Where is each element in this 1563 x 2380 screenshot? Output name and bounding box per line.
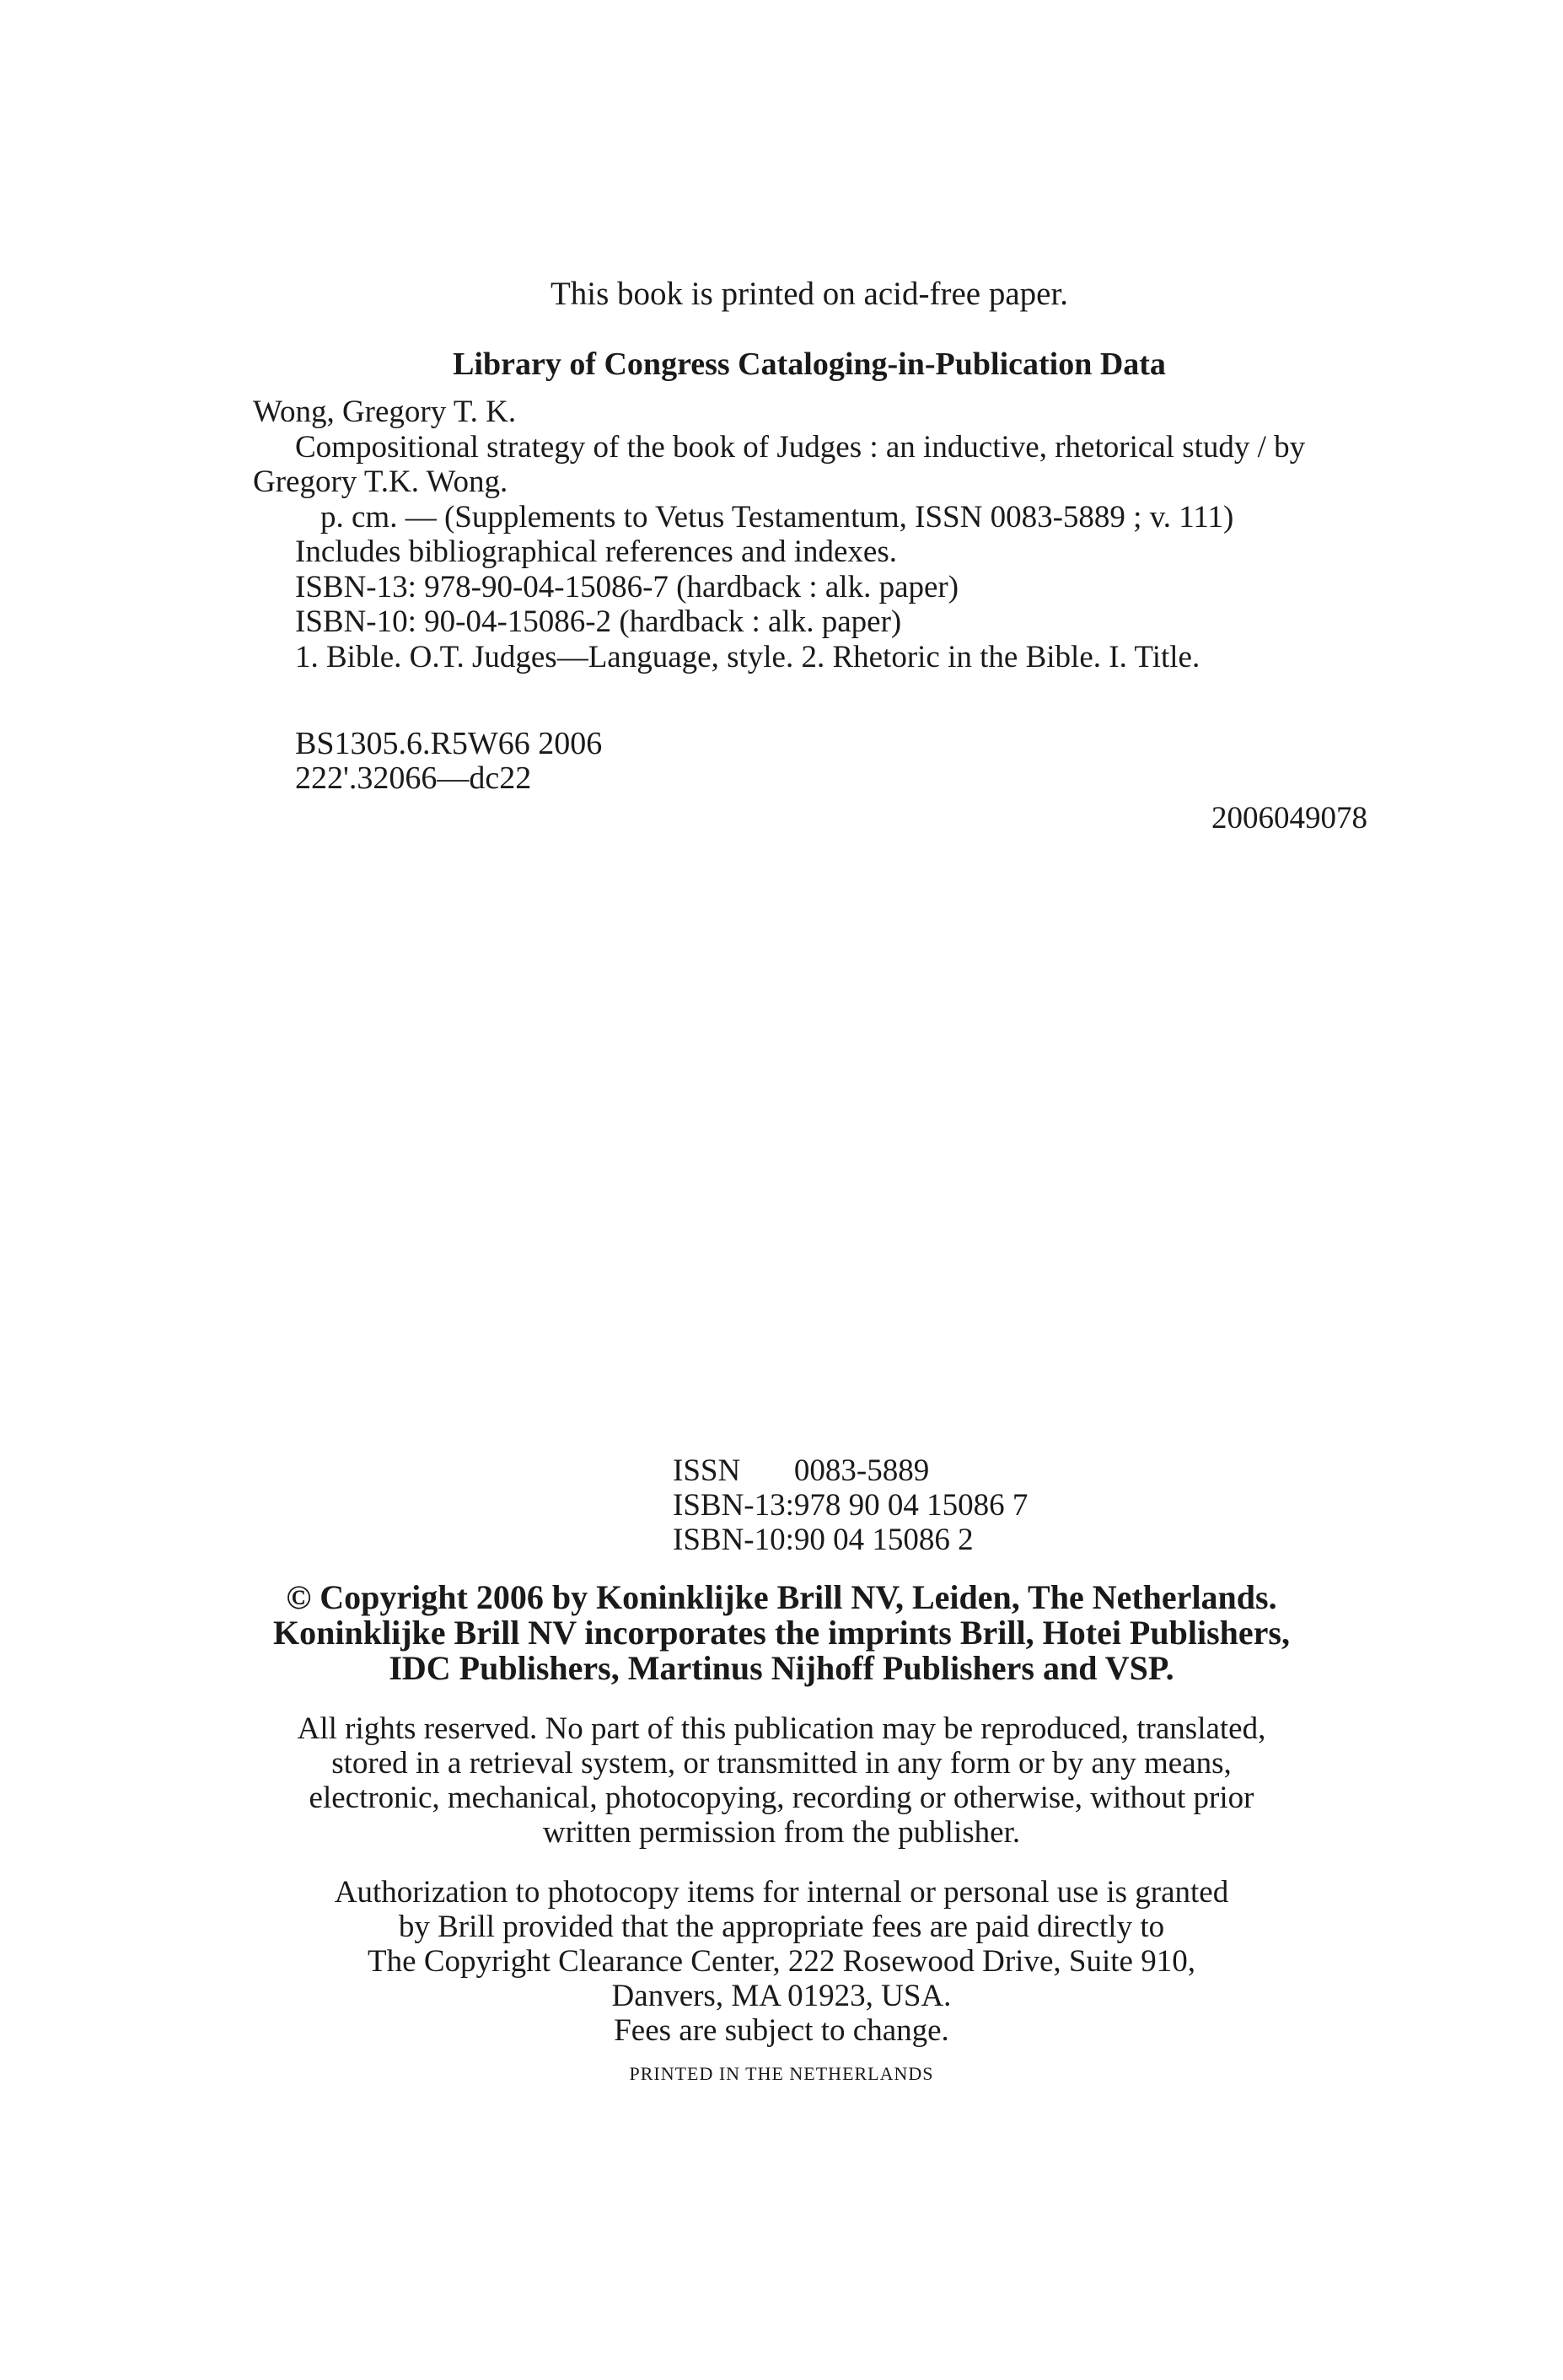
cip-heading: Library of Congress Cataloging-in-Publication Data [453, 347, 1166, 382]
cip-lccn: 2006049078 [1211, 801, 1367, 835]
copyright-line-2: Koninklijke Brill NV incorporates the imprints Brill, Hotei Publishers, [273, 1614, 1290, 1652]
authorization-line-3: The Copyright Clearance Center, 222 Rosewood Drive, Suite 910, [368, 1944, 1195, 1979]
cip-record [253, 395, 1366, 674]
identifier-row [673, 1488, 1028, 1523]
cip-title-line-2: Gregory T.K. Wong. [253, 465, 508, 499]
rights-line-4: written permission from the publisher. [542, 1815, 1021, 1850]
identifier-value: 978 90 04 15086 7 [793, 1488, 1029, 1523]
cip-subjects: 1. Bible. O.T. Judges—Language, style. 2. Rhetoric in the Bible. I. Title. [295, 639, 1200, 674]
identifier-value: 90 04 15086 2 [793, 1523, 974, 1557]
cip-physical-description: p. cm. — (Supplements to Vetus Testamentum, ISSN 0083-5889 ; v. 111) [320, 499, 1234, 535]
authorization-line-2: by Brill provided that the appropriate fees are paid directly to [398, 1910, 1165, 1944]
cip-isbn-13: ISBN-13: 978-90-04-15086-7 (hardback : alk. paper) [295, 569, 959, 604]
identifier-row [673, 1453, 1028, 1488]
cip-classification [253, 727, 1366, 796]
cip-notes: Includes bibliographical references and indexes. [295, 535, 898, 569]
cip-dewey: 222'.32066—dc22 [295, 760, 532, 796]
identifier-block [673, 1453, 1028, 1557]
rights-line-1: All rights reserved. No part of this publication may be reproduced, translated, [297, 1711, 1266, 1746]
printed-in-note: PRINTED IN THE NETHERLANDS [629, 2063, 934, 2084]
copyright-line-1: © Copyright 2006 by Koninklijke Brill NV, Leiden, The Netherlands. [286, 1578, 1277, 1616]
copyright-line-3: IDC Publishers, Martinus Nijhoff Publishers and VSP. [389, 1649, 1174, 1687]
authorization-line-5: Fees are subject to change. [614, 2013, 949, 2048]
acid-free-note: This book is printed on acid-free paper. [550, 276, 1069, 312]
rights-line-2: stored in a retrieval system, or transmitted in any form or by any means, [331, 1746, 1232, 1781]
cip-call-number: BS1305.6.R5W66 2006 [295, 726, 603, 761]
cip-title-line-1: Compositional strategy of the book of Judges : an inductive, rhetorical study / by [295, 429, 1306, 465]
authorization-line-4: Danvers, MA 01923, USA. [611, 1979, 952, 2013]
rights-line-3: electronic, mechanical, photocopying, recording or otherwise, without prior [309, 1781, 1254, 1815]
authorization-statement [169, 1875, 1394, 2048]
identifier-table [673, 1453, 1028, 1557]
rights-statement [169, 1711, 1394, 1850]
identifier-label: ISSN [673, 1453, 741, 1488]
identifier-label: ISBN-10: [673, 1523, 794, 1557]
identifier-label: ISBN-13: [673, 1488, 794, 1523]
copyright-notice [169, 1580, 1394, 1686]
cip-author: Wong, Gregory T. K. [253, 395, 517, 429]
identifier-value: 0083-5889 [793, 1453, 930, 1488]
identifier-row [673, 1523, 1028, 1557]
cip-isbn-10: ISBN-10: 90-04-15086-2 (hardback : alk. paper) [295, 604, 902, 639]
authorization-line-1: Authorization to photocopy items for internal or personal use is granted [334, 1875, 1229, 1910]
